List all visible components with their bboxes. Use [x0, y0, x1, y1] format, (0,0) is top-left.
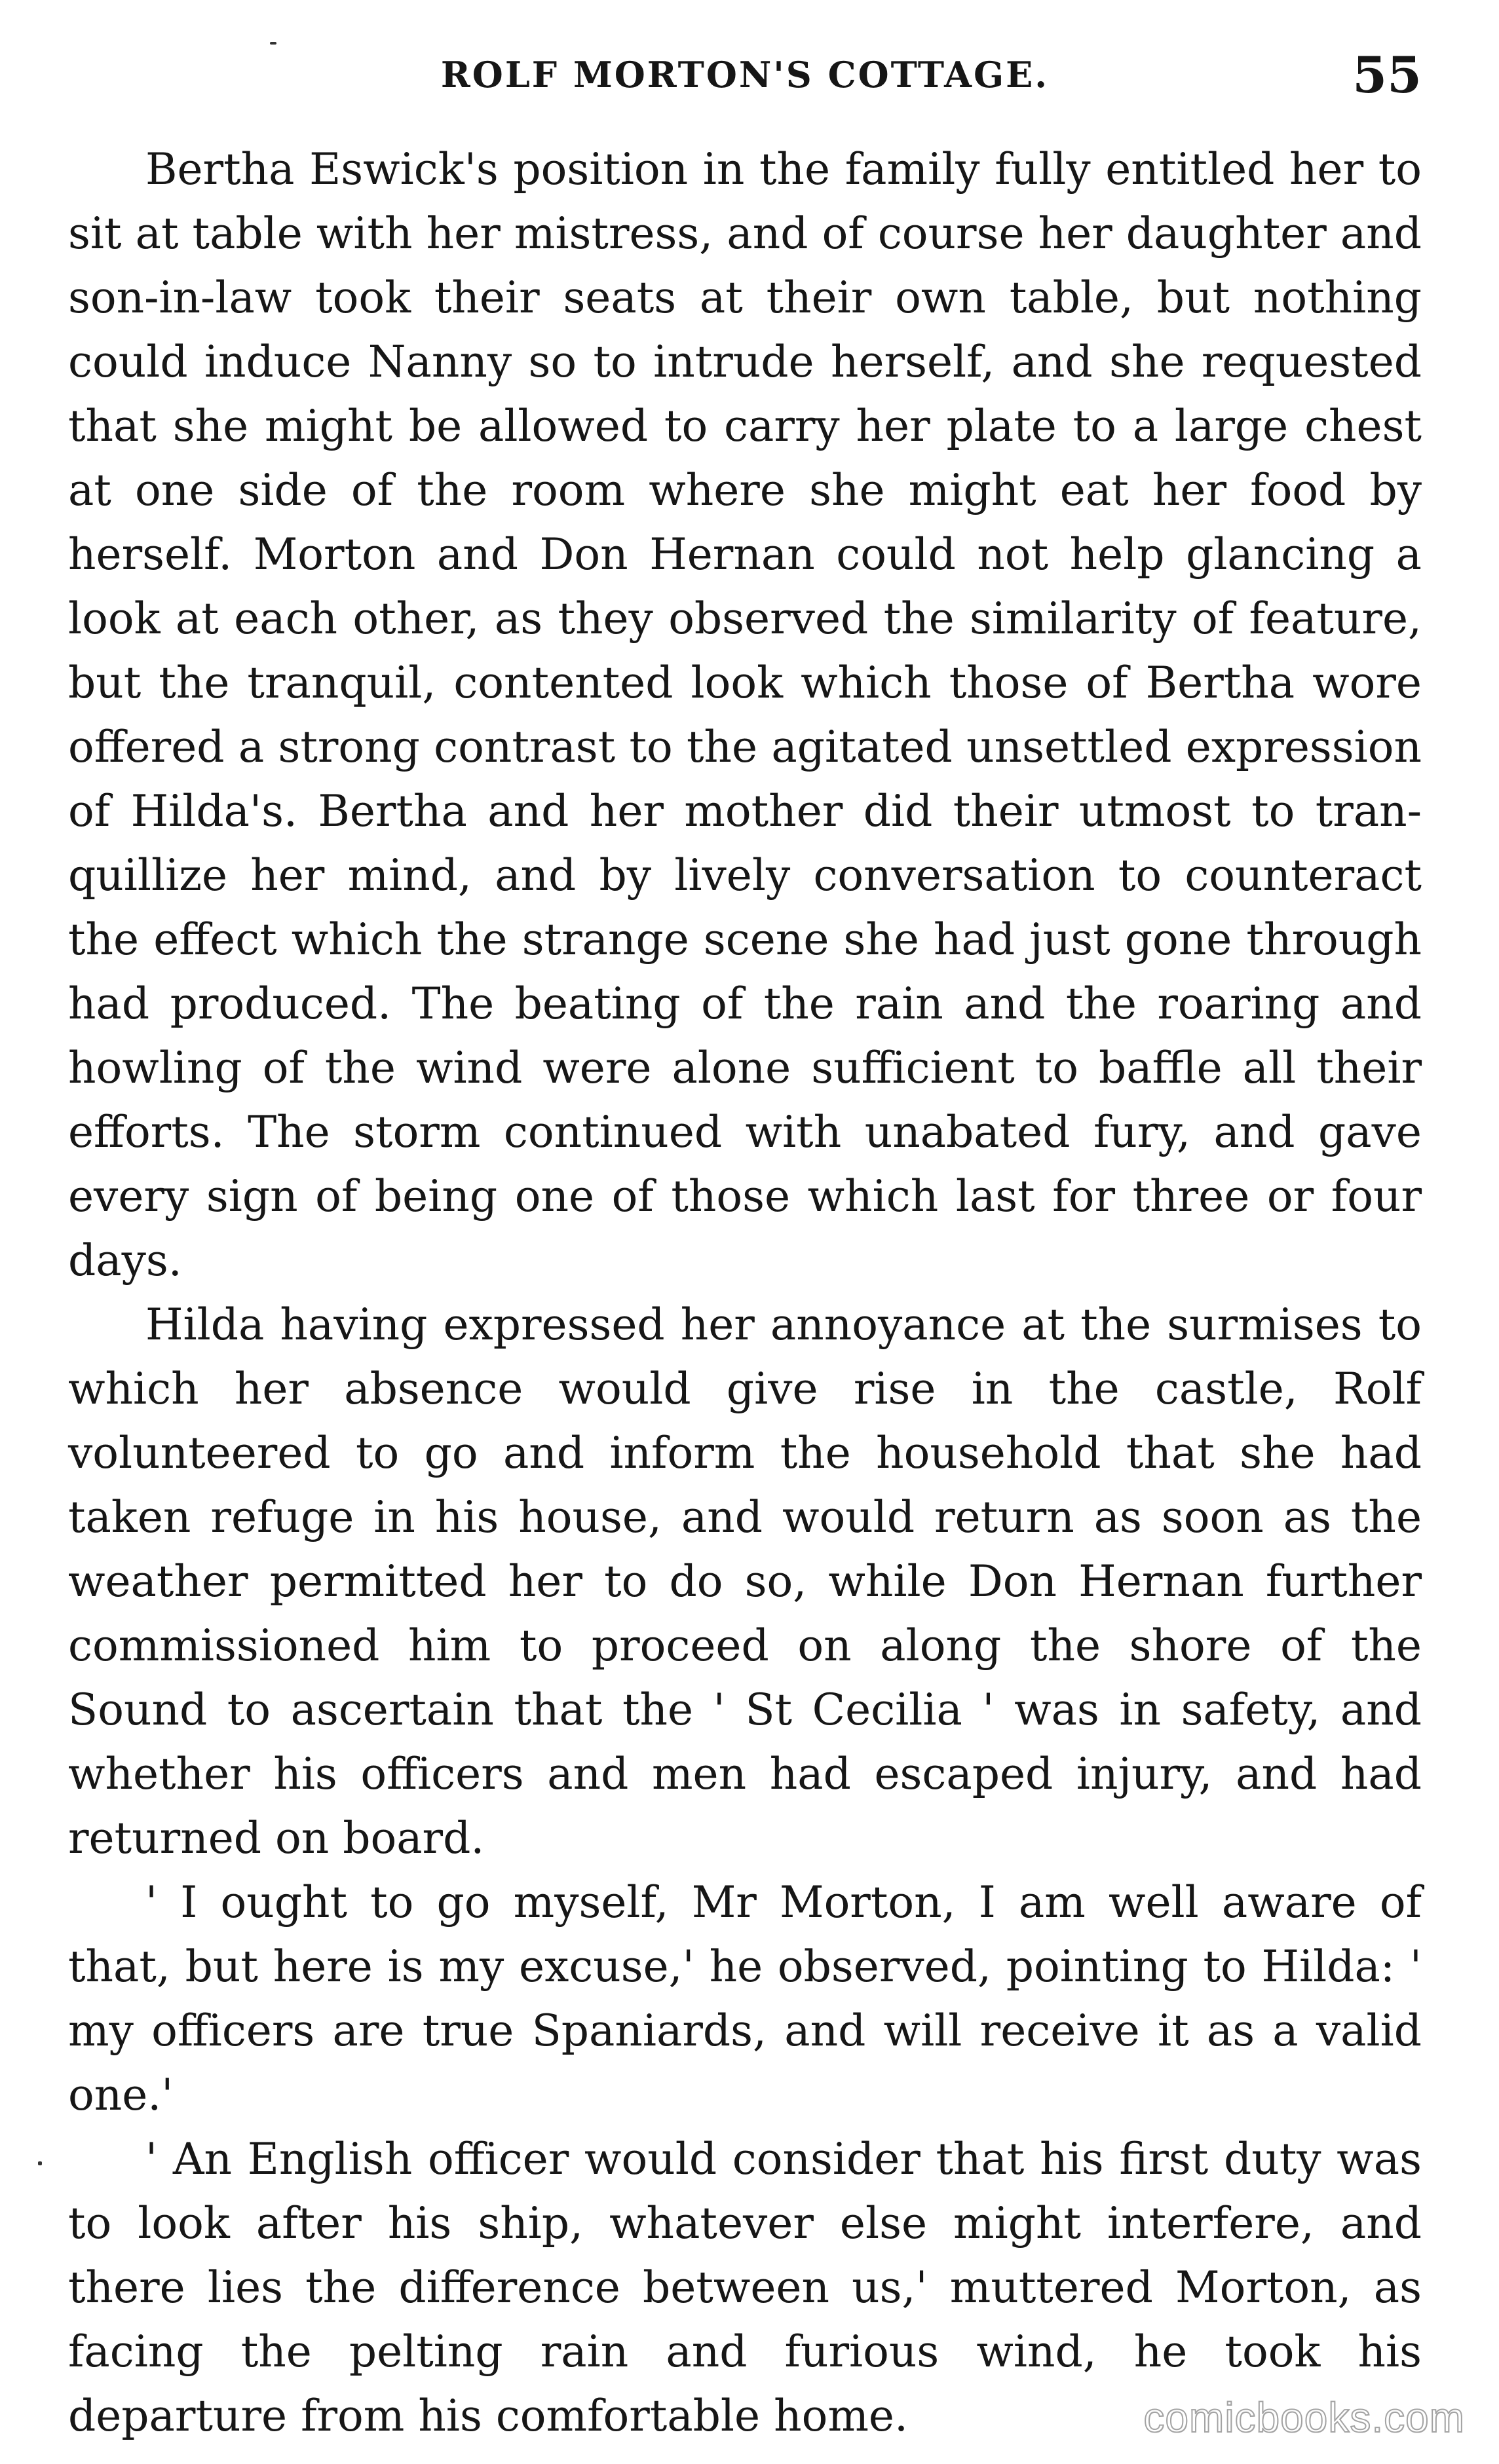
- watermark: comicbooks.com: [1143, 2394, 1465, 2441]
- page-header: [68, 39, 1422, 138]
- paragraph: ' An English officer would consider that his first duty was to look after his ship, whatever else might interfere, and there lies the difference between us,' muttered Morton, as facing the pelting rain and furious wind, he took his departure from his comfortable home.: [68, 2134, 1422, 2441]
- running-title: ROLF MORTON'S COTTAGE.: [440, 54, 1050, 96]
- ink-speck: [270, 42, 276, 45]
- page-number: 55: [1352, 46, 1422, 104]
- paragraph: Bertha Eswick's position in the family fully entitled her to sit at table with her mistress, and of course her daughter and son-in-law took their seats at their own table, but nothing could induce Nanny so to intrude herself, and she requested that she might be allowed to carry her plate to a large chest at one side of the room where she might eat her food by herself. Morton and Don Hernan could not help glancing a look at each other, as they observed the similarity of feature, but the tranquil, contented look which those of Bertha wore offered a strong contrast to the agitated unsettled expression of Hilda's. Bertha and her mother did their utmost to tranquillize her mind, and by lively conversation to counteract the effect which the strange scene she had just gone through had produced. The beating of the rain and the roaring and howling of the wind were alone sufficient to baffle all their efforts. The storm continued with unabated fury, and gave every sign of being one of those which last for three or four days.: [68, 144, 1422, 1286]
- ink-speck: [38, 2161, 42, 2165]
- body-text: [68, 138, 1422, 2448]
- paragraph: Hilda having expressed her annoyance at the surmises to which her absence would give rise in the castle, Rolf volunteered to go and inform the household that she had taken refuge in his house, and would return as soon as the weather permitted her to do so, while Don Hernan further commissioned him to proceed on along the shore of the Sound to ascertain that the ' St Cecilia ' was in safety, and whether his officers and men had escaped injury, and had returned on board.: [68, 1299, 1422, 1863]
- paragraph: ' I ought to go myself, Mr Morton, I am well aware of that, but here is my excuse,' he observed, pointing to Hilda: ' my officers are true Spaniards, and will receive it as a valid one.': [68, 1877, 1422, 2120]
